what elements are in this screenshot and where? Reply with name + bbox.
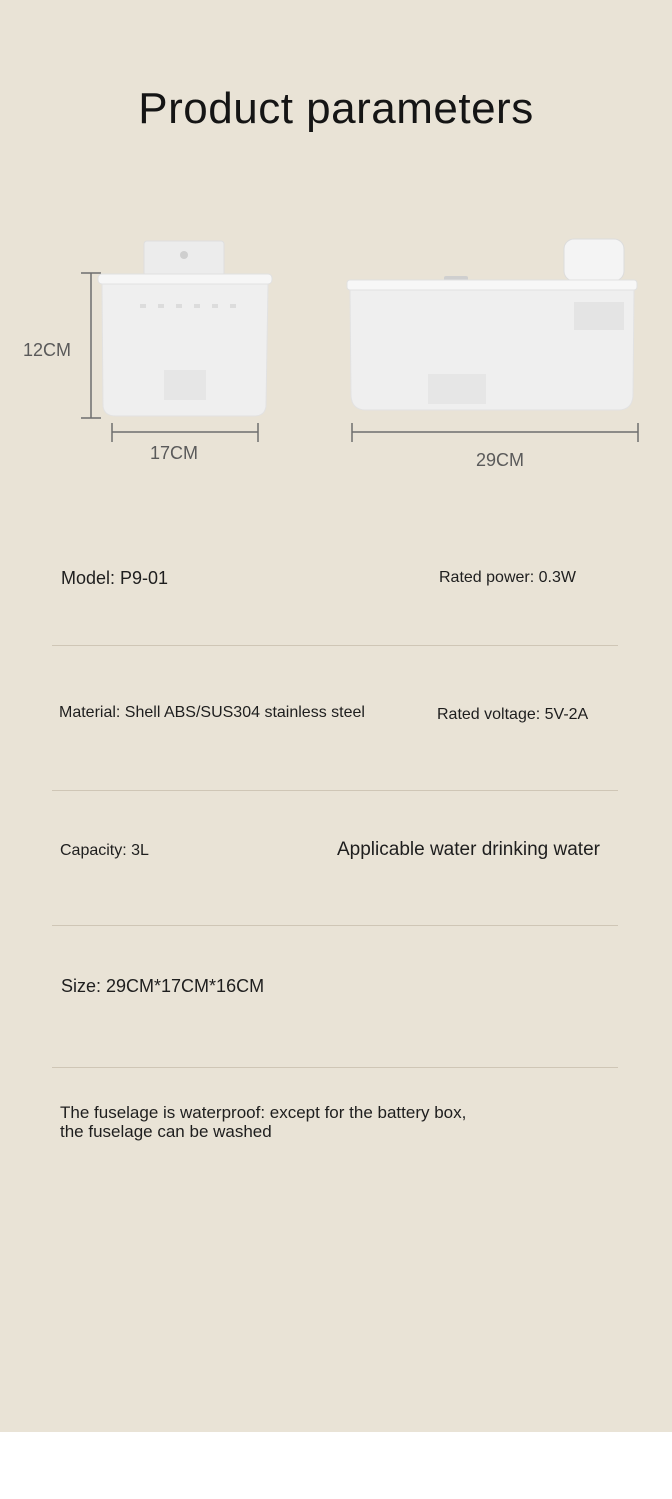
divider [52,790,618,791]
spec-applicable-water: Applicable water drinking water [337,839,600,860]
spec-capacity: Capacity: 3L [60,842,149,859]
spec-size: Size: 29CM*17CM*16CM [61,976,265,996]
divider [52,1067,618,1068]
height-label: 12CM [23,340,72,360]
spec-rated-power: Rated power: 0.3W [439,569,576,586]
page-title: Product parameters [138,84,534,133]
waterproof-note: The fuselage is waterproof: except for the battery box, the fuselage can be washed [60,1103,467,1141]
divider [52,925,618,926]
small-width-label: 17CM [150,443,199,463]
large-width-dimension-line [348,420,642,446]
fountain-front-view-image [344,236,640,414]
spec-rated-voltage: Rated voltage: 5V-2A [437,706,589,723]
fountain-side-view-image [94,238,276,422]
footer-blank-strip [0,1432,672,1499]
divider [52,645,618,646]
large-width-label: 29CM [476,450,525,470]
spec-model: Model: P9-01 [61,568,169,588]
spec-material: Material: Shell ABS/SUS304 stainless steel [59,704,365,721]
